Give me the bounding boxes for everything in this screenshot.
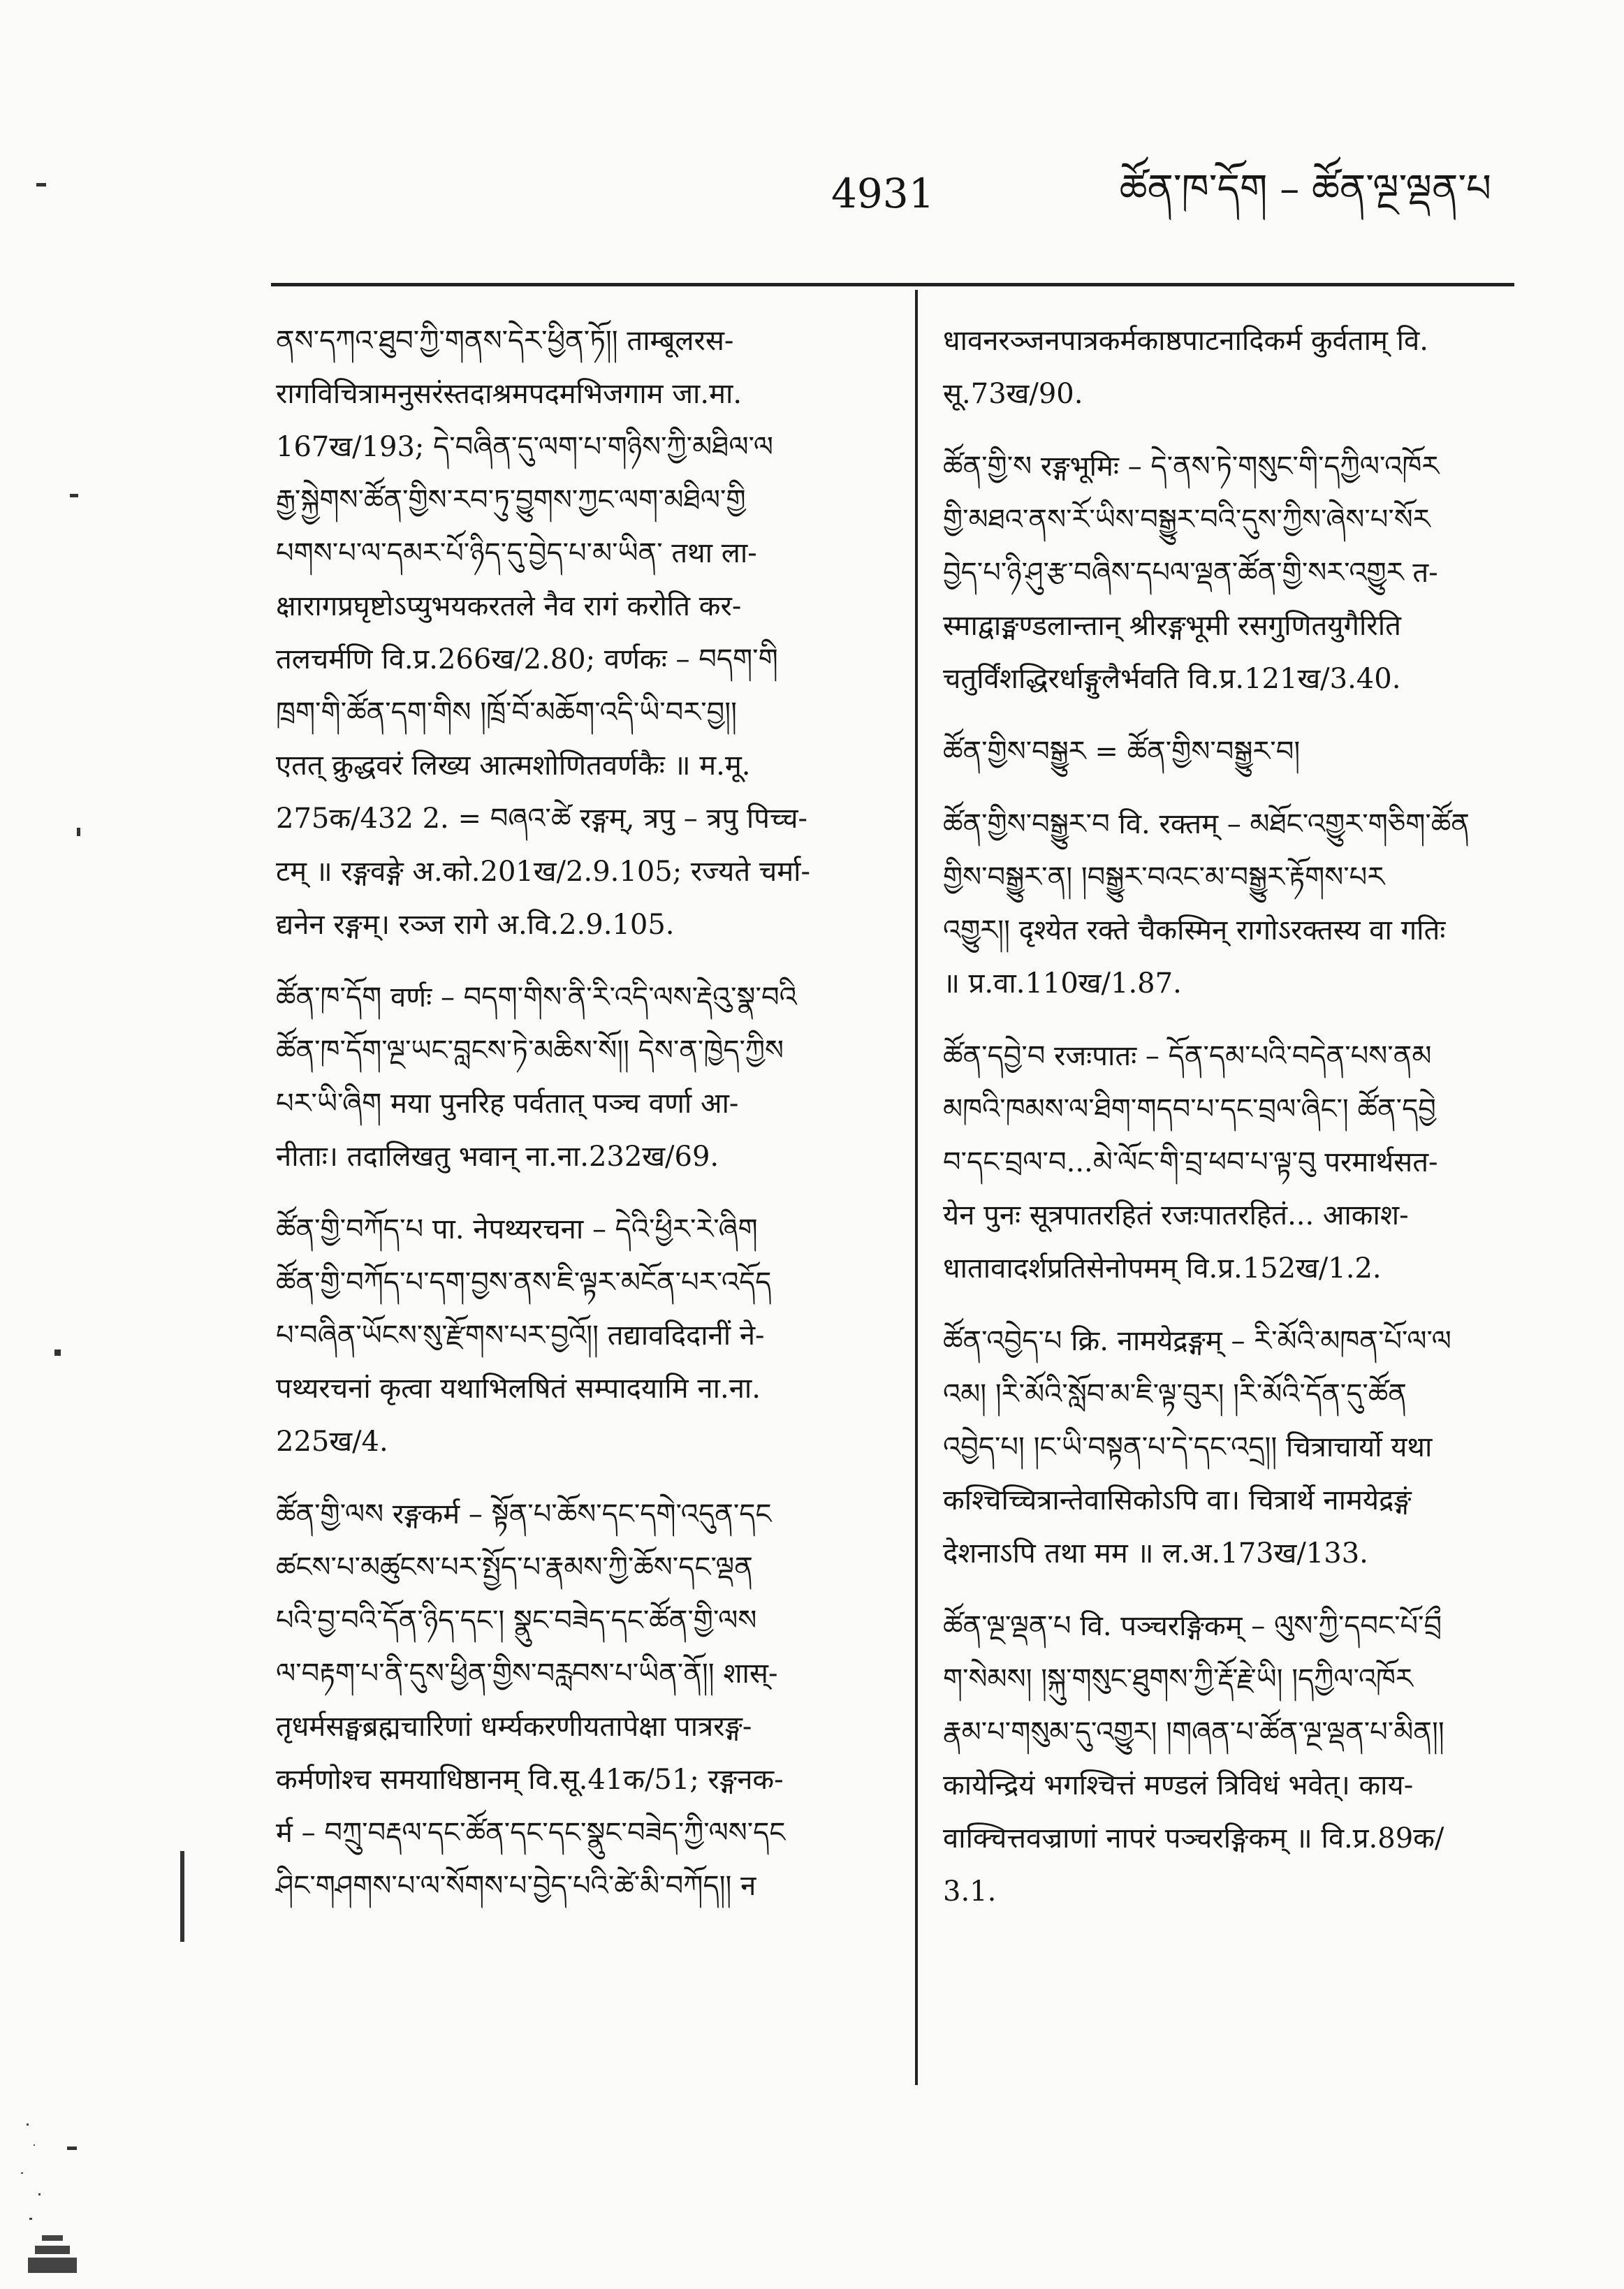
text-line: स्माद्वाङ्मण्डलान्तान् श्रीरङ्गभूमी रसगुणितयुगैरिति — [943, 610, 1401, 642]
text-line: པར་ཡི་ཞིག मया पुनरिह पर्वतात् पञ्च वर्णा आ- — [276, 1088, 739, 1120]
text-line: 3.1. — [943, 1875, 997, 1908]
dictionary-entry — [943, 440, 1509, 705]
text-line: कश्चिच्चित्रान्तेवासिकोऽपि वा। चित्रार्थे नामयेद्रङ्गं — [943, 1484, 1412, 1516]
text-line: ཚོན་ཁ་དོག वर्णः – བདག་གིས་ནི་རི་འདི་ལས་རྡེའུ་སྣ་བའི — [276, 981, 797, 1014]
text-line: ཚོན་དབྱེ་བ रजःपातः – དོན་དམ་པའི་བདེན་པས་ནམ — [943, 1040, 1432, 1072]
running-head: ཚོན་ཁ་དོག – ཚོན་ལྔ་ལྡན་པ — [1119, 166, 1491, 212]
text-line: ॥ प्र.वा.110ख/1.87. — [943, 967, 1182, 1000]
dictionary-entry — [276, 1488, 887, 1913]
dictionary-entry — [276, 1203, 887, 1468]
entry-continuation — [276, 314, 887, 951]
text-line: रागविचित्रामनुसरंस्तदाश्रमपदमभिजगाम जा.मा. — [276, 378, 742, 410]
text-line: सू.73ख/90. — [943, 378, 1083, 410]
text-line: देशनाऽपि तथा मम ॥ ल.अ.173ख/133. — [943, 1537, 1368, 1570]
dictionary-entry — [943, 1030, 1509, 1295]
text-line: ཤིང་གཤགས་པ་ལ་སོགས་པ་བྱེད་པའི་ཚེ་མི་བཀོད།། न — [276, 1870, 756, 1902]
text-line: 275क/432 2. = བཞའ་ཚེ रङ्गम्, त्रपु – त्रपु पिच्च- — [276, 803, 808, 835]
text-line: གྱིས་བསྒྱུར་ན། །བསྒྱུར་བའང་མ་བསྒྱུར་རྟོགས་པར — [943, 861, 1385, 893]
text-line: तलचर्मणि वि.प्र.266ख/2.80; वर्णकः – བདག་གི — [276, 643, 778, 675]
text-line: ཚོན་གྱི་བཀོད་པ་དག་བྱས་ནས་ཇི་ལྟར་མངོན་པར་འདོད — [276, 1266, 772, 1299]
text-line: चतुर्विंशद्धिरर्धाङ्गुलैर्भवति वि.प्र.121ख/3.40. — [943, 663, 1401, 695]
text-line: ལ་བརྟག་པ་ནི་དུས་ཕྱིན་གྱིས་བརླབས་པ་ཡིན་ནོ།། शास्- — [276, 1658, 778, 1690]
text-line: कर्मणोश्च समयाधिष्ठानम् वि.सू.41क/51; रङ्गनक- — [276, 1764, 784, 1796]
text-line: ཚོན་འབྱེད་པ क्रि. नामयेद्रङ्गम् – རི་མོའི་མཁན་པོ་ལ་ལ — [943, 1325, 1451, 1357]
margin-bar — [180, 1851, 184, 1942]
margin-dash — [36, 183, 46, 187]
text-line: ཚོན་གྱི་ལས रङ्गकर्म – སྟོན་པ་ཆོས་དང་དགེ་འདུན་དང — [276, 1498, 772, 1530]
text-line: टम् ॥ रङ्गवङ्गे अ.को.201ख/2.9.105; रज्यते चर्मा- — [276, 856, 811, 888]
text-line: धावनरञ्जनपात्रकर्मकाष्ठपाटनादिकर्म कुर्वताम् वि. — [943, 325, 1428, 357]
text-line: འགྱུར།། दृश्येत रक्ते चैकस्मिन् रागोऽरक्तस्य वा गतिः — [943, 914, 1446, 946]
margin-dash — [70, 494, 78, 497]
text-line: པའི་བྱ་བའི་དོན་ཉིད་དང་། སྣུང་བཟེད་དང་ཚོན་གྱི་ལས — [276, 1604, 757, 1637]
text-line: པ་བཞིན་ཡོངས་སུ་རྫོགས་པར་བྱའོ།། तद्यावदिदानीं ने- — [276, 1319, 765, 1352]
dictionary-entry — [943, 725, 1509, 778]
text-line: क्षारागप्रघृष्टोऽप्युभयकरतले नैव रागं करोति कर- — [276, 590, 742, 622]
text-line: གྱི་མཐའ་ནས་རོ་ཡིས་བསྒྱུར་བའི་དུས་ཀྱིས་ཞེས་པ་སོར — [943, 504, 1431, 536]
text-line: तृधर्मसङ्घब्रह्मचारिणां धर्म्यकरणीयतापेक्षा पात्ररङ्ग- — [276, 1711, 752, 1743]
text-line: རྒྱ་སྐྱེགས་ཚོན་གྱིས་རབ་ཏུ་བྱུགས་ཀྱང་ལག་མཐིལ་གྱི — [276, 484, 746, 516]
text-line: ཚོན་གྱི་ས रङ्गभूमिः – དེ་ནས་ཏེ་གསུང་གི་དཀྱིལ་འཁོར — [943, 451, 1440, 483]
text-line: ཚོན་གྱིས་བསྒྱུར་བ वि. रक्तम् – མཐོང་འགྱུར་གཅིག་ཚོན — [943, 808, 1470, 840]
text-line: ག་སེམས། །སྐུ་གསུང་ཐུགས་ཀྱི་རྡོ་རྗེ་ཡི། །དཀྱིལ་འཁོར — [943, 1663, 1413, 1695]
text-line: ཚོན་ལྔ་ལྡན་པ वि. पञ्चरङ्गिकम् – ལུས་ཀྱི་དབང་པོ་བྲྀ — [943, 1610, 1442, 1642]
text-line: कायेन्द्रियं भगश्चित्तं मण्डलं त्रिविधं भवेत्। काय- — [943, 1769, 1414, 1801]
text-line: येन पुनः सूत्रपातरहितं रजःपातरहितं... आकाश- — [943, 1199, 1409, 1231]
text-line: एतत् क्रुद्धवरं लिख्य आत्मशोणितवर्णकैः ॥ म.मू. — [276, 749, 751, 782]
text-line: र्म – བཀྲུ་བརྡལ་དང་ཚོན་དང་དང་སྣུང་བཟེད་ཀྱི་ལས་དང — [276, 1817, 786, 1849]
text-line: རྣམ་པ་གསུམ་དུ་འགྱུར། །གཞན་པ་ཚོན་ལྔ་ལྡན་པ་མིན།། — [943, 1716, 1444, 1748]
margin-mark-small — [54, 1350, 61, 1356]
text-line: ཚངས་པ་མཚུངས་པར་སྤྱོད་པ་རྣམས་ཀྱི་ཆོས་དང་ལྡན — [276, 1551, 753, 1584]
text-line: वाक्चित्तवज्राणां नापरं पञ्चरङ्गिकम् ॥ वि.प्र.89क/ — [943, 1822, 1444, 1855]
text-line: ནས་དཀའ་ཐུབ་ཀྱི་གནས་དེར་ཕྱིན་ཏོ།། ताम्बूलरस- — [276, 325, 734, 357]
header-rule — [271, 283, 1514, 286]
scan-specks — [14, 2096, 77, 2277]
dictionary-entry — [943, 1315, 1509, 1580]
text-line: 167ख/193; དེ་བཞིན་དུ་ལག་པ་གཉིས་ཀྱི་མཐིལ་ལ — [276, 431, 774, 463]
text-line: ཚོན་ཁ་དོག་ལྔ་ཡང་བླངས་ཏེ་མཆིས་སོ།། དེས་ན་ཁྱེད་ཀྱིས — [276, 1034, 784, 1067]
text-line: पथ्यरचनां कृत्वा यथाभिलषितं सम्पादयामि ना.ना. — [276, 1373, 761, 1405]
text-line: नीताः। तदालिखतु भवान् ना.ना.232ख/69. — [276, 1141, 719, 1173]
text-line: འམ། །རི་མོའི་སློབ་མ་ཇི་ལྟ་བུར། །རི་མོའི་དོན་དུ་ཚོན — [943, 1378, 1407, 1410]
dictionary-entry — [943, 1600, 1509, 1918]
dictionary-entry — [943, 798, 1509, 1010]
left-column — [276, 314, 887, 1932]
margin-mark-small — [77, 828, 80, 836]
text-line: མཁའི་ཁམས་ལ་ཐིག་གདབ་པ་དང་བྲལ་ཞིང་། ཚོན་དབྱེ — [943, 1093, 1436, 1125]
text-line: ཁྲག་གི་ཚོན་དག་གིས །ཁྲོ་བོ་མཆོག་འདི་ཡི་བར་བྱ།། — [276, 696, 738, 729]
text-line: द्यनेन रङ्गम्। रञ्ज रागे अ.वि.2.9.105. — [276, 909, 675, 941]
text-line: འབྱེད་པ། །ང་ཡི་བསྟན་པ་དེ་དང་འདྲ།། चित्राचार्यो यथा — [943, 1431, 1433, 1463]
column-divider — [915, 290, 918, 2085]
text-line: धातावादर्शप्रतिसेनोपमम् वि.प्र.152ख/1.2. — [943, 1252, 1382, 1285]
text-line: 225ख/4. — [276, 1426, 388, 1458]
text-line: ཚོན་གྱིས་བསྒྱུར = ཚོན་གྱིས་བསྒྱུར་བ། — [943, 736, 1301, 768]
text-line: ཚོན་གྱི་བཀོད་པ पा. नेपथ्यरचना – དེའི་ཕྱིར་རེ་ཞིག — [276, 1213, 758, 1245]
text-line: བྱེད་པ་ཉི་ཤུ་རྩ་བཞིས་དཔལ་ལྡན་ཚོན་གྱི་སར་འགྱུར त- — [943, 557, 1438, 589]
text-line: བ་དང་བྲལ་བ...མེ་ལོང་གི་བྲ་ཕབ་པ་ལྟ་བུ परमार्थसत- — [943, 1146, 1438, 1178]
text-line: པགས་པ་ལ་དམར་པོ་ཉིད་དུ་བྱེད་པ་མ་ཡིན་ तथा ला- — [276, 537, 757, 569]
page-number: 4931 — [831, 170, 935, 217]
entry-continuation — [943, 314, 1509, 420]
dictionary-entry — [276, 971, 887, 1183]
right-column — [943, 314, 1509, 1938]
